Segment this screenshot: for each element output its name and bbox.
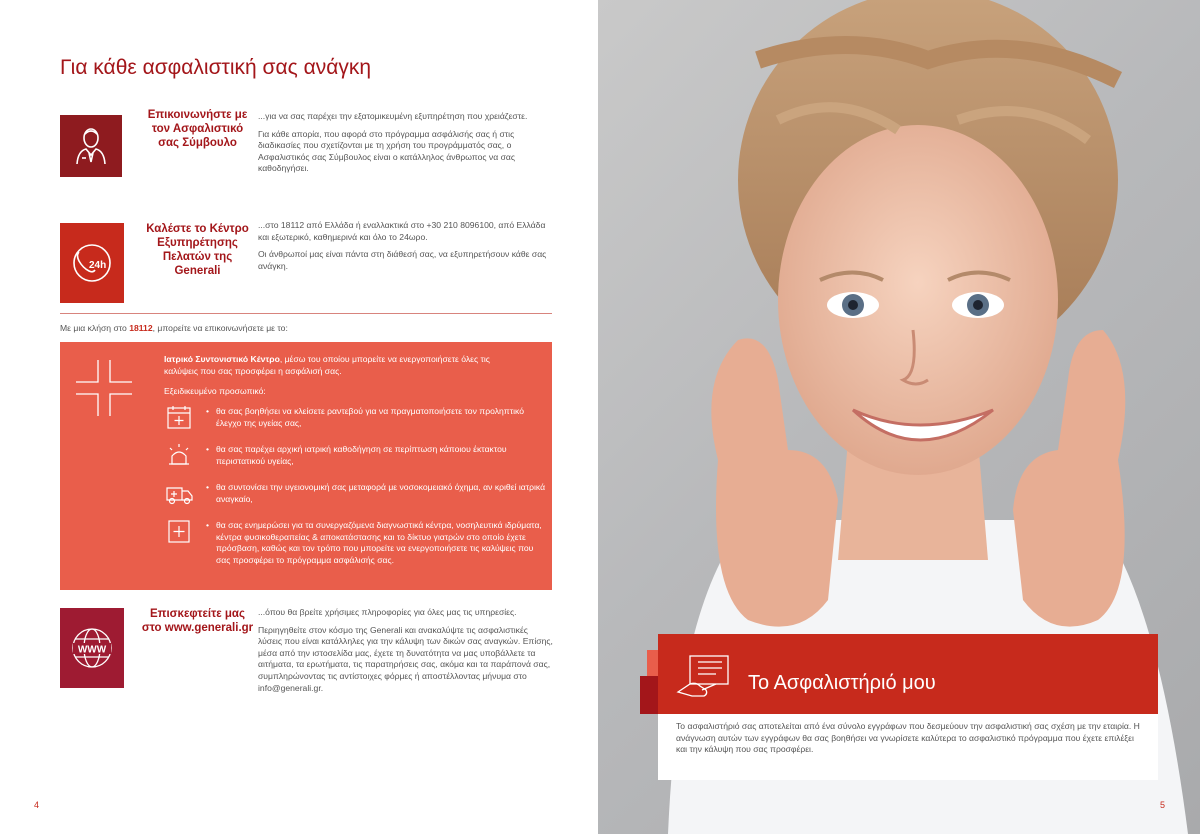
advisor-text — [258, 111, 554, 181]
advisor-paragraph: Για κάθε απορία, που αφορά στο πρόγραμμα ασφάλισής σας ή στις διαδικασίες που σχετίζονται με τη χρήση του προγράμματός σας, ο Ασφαλιστικός σας Σύμβουλος είναι ο κατάλληλος άνθρωπος να σας καθοδηγήσει. — [258, 128, 515, 174]
ambulance-icon — [164, 480, 194, 506]
medical-box-title-bold: Ιατρικό Συντονιστικό Κέντρο — [164, 354, 280, 364]
calendar-medical-icon — [164, 404, 194, 430]
policy-card-header — [658, 634, 1158, 714]
bullet: • — [206, 444, 210, 454]
left-page — [0, 0, 598, 834]
intro-line — [60, 323, 288, 333]
list-item-text: θα σας παρέχει αρχική ιατρική καθοδήγηση σε περίπτωση κάποιου έκτακτου περιστατικού υγείας, — [216, 444, 507, 466]
clinic-icon — [164, 518, 194, 544]
advisor-paragraph: ...για να σας παρέχει την εξατομικευμένη εξυπηρέτηση που χρειάζεστε. — [258, 111, 528, 121]
section-divider — [60, 313, 552, 314]
policy-card-text: Το ασφαλιστήριό σας αποτελείται από ένα σύνολο εγγράφων που δεσμεύουν την ασφαλιστική σας σχέση με την εταιρία. Η ανάγνωση αυτών των εγγράφων θα σας βοηθήσει να γνωρίσετε καλύτερα το ασφαλιστικό πρόγραμμα που έχετε επιλέξει και την κάλυψη που σας προσφέρει. — [658, 714, 1158, 780]
medical-cross-icon — [72, 356, 136, 420]
website-paragraph: ...όπου θα βρείτε χρήσιμες πληροφορίες για όλες μας τις υπηρεσίες. — [258, 607, 517, 617]
globe-www-icon — [60, 608, 124, 688]
medical-box-title-rest: , μέσω του οποίου μπορείτε να ενεργοποιήσετε όλες τις καλύψεις που σας προσφέρει η ασφάλισή σας. — [164, 354, 490, 376]
advisor-icon — [60, 115, 122, 177]
call-center-text — [258, 220, 554, 278]
bullet: • — [206, 520, 210, 530]
policy-card-title: Το Ασφαλιστήριό μου — [748, 672, 936, 694]
website-heading: Επισκεφτείτε μας στο www.generali.gr — [141, 608, 254, 634]
policy-document-icon — [676, 654, 732, 700]
page-number-right: 5 — [1160, 800, 1166, 810]
call-center-paragraph: Οι άνθρωποί μας είναι πάντα στη διάθεσή σας, να εξυπηρετήσουν κάθε σας ανάγκη. — [258, 249, 547, 271]
advisor-heading: Επικοινωνήστε με τον Ασφαλιστικό σας Σύμβουλο — [147, 109, 248, 149]
phone-24h-label: 24h — [89, 260, 107, 271]
bullet: • — [206, 482, 210, 492]
call-center-paragraph: ...στο 18112 από Ελλάδα ή εναλλακτικά στο +30 210 8096100, από Ελλάδα και εξωτερικό, καθημερινά και όλο το 24ωρο. — [258, 220, 546, 242]
www-label: WWW — [77, 644, 107, 656]
website-text — [258, 607, 554, 700]
list-item-text: θα συντονίσει την υγειονομική σας μεταφορά με νοσοκομειακό όχημα, αν κριθεί ιατρικά αναγκαίο, — [216, 482, 546, 504]
card-accent-orange — [647, 650, 658, 677]
call-center-heading: Καλέστε το Κέντρο Εξυπηρέτησης Πελατών της Generali — [146, 223, 249, 277]
phone-24h-icon — [60, 223, 124, 303]
list-item-text: θα σας βοηθήσει να κλείσετε ραντεβού για να πραγματοποιήσετε τον προληπτικό έλεγχο της υγείας σας, — [216, 406, 524, 428]
medical-box-title — [164, 354, 524, 377]
siren-icon — [164, 442, 194, 468]
list-item-text: θα σας ενημερώσει για τα συνεργαζόμενα διαγνωστικά κέντρα, νοσηλευτικά ιδρύματα, κέντρα φυσικοθεραπείας & αποκατάστασης και το δίκτυο γιατρών στο οποίο έχετε πρόσβαση, καθώς και τον τρόπο που μπορείτε να ενεργοποιήσετε τις καλύψεις που σας προσφέρει το πρόγραμμα ασφάλισής σας. — [216, 520, 542, 565]
medical-box-subtitle: Εξειδικευμένο προσωπικό: — [164, 386, 266, 396]
page-number-left: 4 — [34, 800, 40, 810]
card-accent-red — [640, 676, 658, 714]
page-title: Για κάθε ασφαλιστική σας ανάγκη — [60, 56, 372, 79]
intro-suffix: , μπορείτε να επικοινωνήσετε με το: — [152, 323, 288, 333]
intro-number: 18112 — [129, 323, 153, 333]
intro-prefix: Με μια κλήση στο — [60, 323, 127, 333]
bullet: • — [206, 406, 210, 416]
medical-center-box — [60, 342, 552, 590]
website-paragraph: Περιηγηθείτε στον κόσμο της Generali και ανακαλύψτε τις ασφαλιστικές λύσεις που είναι κατάλληλες για την κάλυψη των δικών σας αναγκών. Επίσης, μέσα από την ιστοσελίδα μας, έχετε τη δυνατότητα να μας υποβάλλετε τα αιτήματα, τα ερωτήματα, τις παρατηρήσεις σας, ακόμα και τα παράπονά σας, συμπληρώνοντας τις αντίστοιχες φόρμες ή αποστέλλοντας μήνυμα στο info@generali.gr. — [258, 624, 553, 693]
